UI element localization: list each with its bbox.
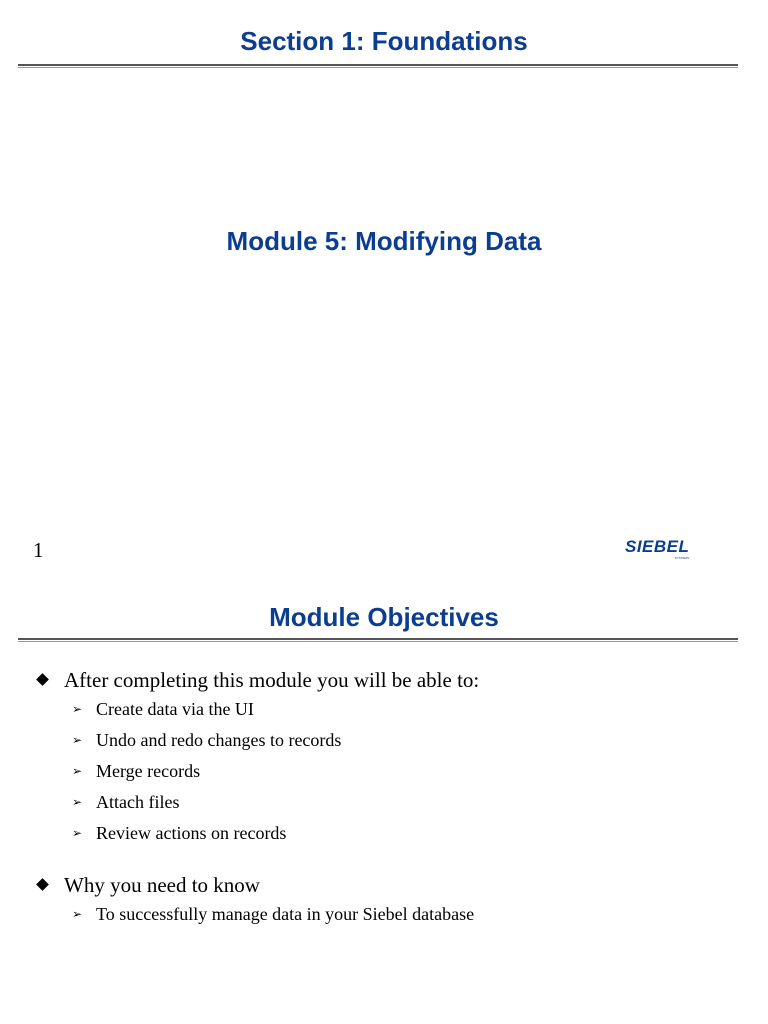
page-number: 1 — [33, 538, 44, 562]
arrowhead-icon: ➢ — [72, 907, 83, 921]
sub-list — [64, 903, 479, 925]
objectives-list — [36, 667, 479, 925]
diamond-icon — [36, 878, 49, 891]
arrowhead-icon: ➢ — [72, 764, 83, 778]
bullet-text: Why you need to know — [64, 873, 260, 897]
list-item — [64, 729, 479, 751]
arrowhead-icon: ➢ — [72, 795, 83, 809]
sub-item-text: To successfully manage data in your Siebel database — [96, 904, 475, 924]
list-item — [64, 791, 479, 813]
logo-tagline: SYSTEMS — [674, 556, 689, 560]
diamond-icon — [36, 673, 49, 686]
arrowhead-icon: ➢ — [72, 702, 83, 716]
list-item — [36, 872, 479, 925]
sub-list — [64, 698, 479, 844]
module-title: Module 5: Modifying Data — [226, 226, 542, 256]
list-item — [36, 667, 479, 844]
arrowhead-icon: ➢ — [72, 733, 83, 747]
bullet-text: After completing this module you will be able to: — [64, 668, 480, 692]
section-title: Section 1: Foundations — [240, 26, 528, 56]
sub-item-text: Create data via the UI — [96, 699, 254, 719]
list-item — [64, 903, 479, 925]
arrowhead-icon: ➢ — [72, 826, 83, 840]
sub-item-text: Review actions on records — [96, 823, 287, 843]
siebel-logo — [625, 538, 725, 564]
list-item — [64, 822, 479, 844]
logo-brand: SIEBEL — [625, 537, 690, 556]
list-item — [64, 698, 479, 720]
objectives-rule — [18, 638, 738, 642]
objectives-title: Module Objectives — [269, 602, 499, 632]
sub-item-text: Merge records — [96, 761, 201, 781]
list-item — [64, 760, 479, 782]
sub-item-text: Undo and redo changes to records — [96, 730, 342, 750]
sub-item-text: Attach files — [96, 792, 180, 812]
title-rule — [18, 64, 738, 68]
